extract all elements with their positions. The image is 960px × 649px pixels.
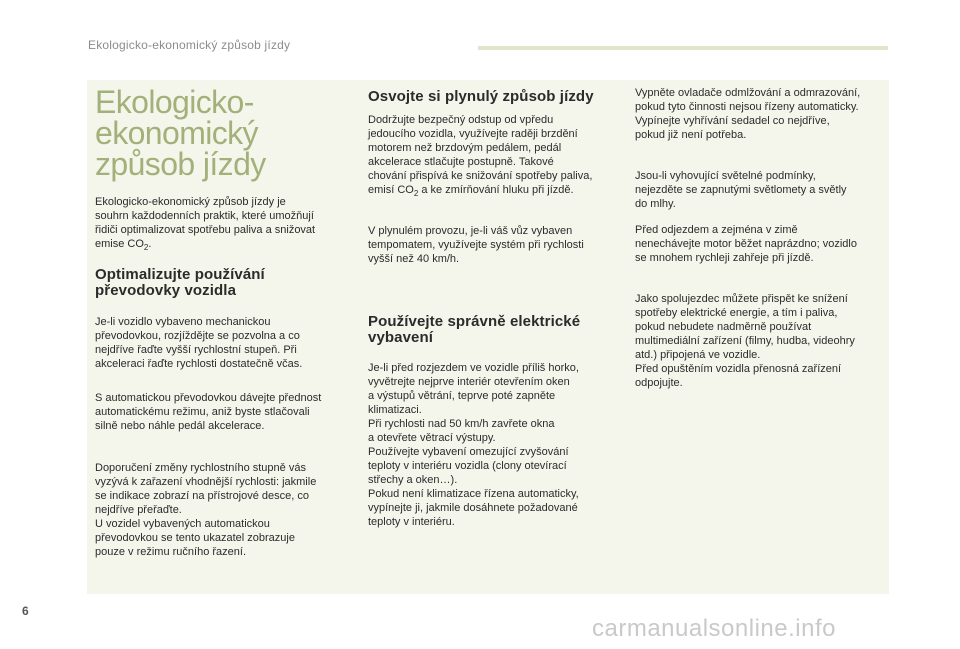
gearbox-paragraph-automatic bbox=[95, 391, 353, 433]
text-line: Jsou-li vyhovující světelné podmínky, bbox=[635, 170, 816, 182]
text-line: tempomatem, využívejte systém při rychlosti bbox=[368, 239, 584, 251]
text-line: klimatizaci. bbox=[368, 404, 422, 416]
heading-line: převodovky vozidla bbox=[95, 282, 237, 299]
text-line: vypínejte ji, jakmile dosáhnete požadované bbox=[368, 502, 578, 514]
electrical-equipment-paragraph bbox=[368, 361, 608, 529]
text-line: Vypněte ovladače odmlžování a odmrazování, bbox=[635, 87, 861, 99]
watermark-text: carmanualsonline.info bbox=[592, 615, 836, 642]
text-line: jedoucího vozidla, využívejte raději brzdění bbox=[368, 128, 578, 140]
text-fragment: . bbox=[148, 238, 152, 250]
text-line: Je-li před rozjezdem ve vozidle příliš horko, bbox=[368, 362, 579, 374]
text-line: nejezděte se zapnutými světlomety a světly bbox=[635, 184, 847, 196]
text-line: teploty v interiéru. bbox=[368, 516, 455, 528]
text-line: nenechávejte motor běžet naprázdno; vozidlo bbox=[635, 238, 857, 250]
text-line: vyšší než 40 km/h. bbox=[368, 253, 460, 265]
text-line: střechy a oken…). bbox=[368, 474, 458, 486]
text-line: atd.) připojená ve vozidle. bbox=[635, 349, 761, 361]
gearbox-paragraph-indicator bbox=[95, 461, 353, 559]
text-line: akceleraci řaďte rychlosti dostatečně včas. bbox=[95, 358, 303, 370]
text-line: a výstupů větrání, teprve poté zapněte bbox=[368, 390, 556, 402]
subscript: 2 bbox=[143, 243, 149, 253]
text-line: akcelerace stlačujte postupně. Takové bbox=[368, 156, 554, 168]
passenger-paragraph bbox=[635, 292, 885, 390]
text-line: V plynulém provozu, je-li váš vůz vybaven bbox=[368, 225, 573, 237]
text-line: Doporučení změny rychlostního stupně vás bbox=[95, 462, 306, 474]
heading-line: Používejte správně elektrické bbox=[368, 313, 581, 330]
text-line: Dodržujte bezpečný odstup od vpředu bbox=[368, 114, 554, 126]
page-number: 6 bbox=[22, 604, 29, 618]
text-line: Používejte vybavení omezující zvyšování bbox=[368, 446, 569, 458]
smooth-driving-paragraph bbox=[368, 113, 608, 197]
text-line: nejdříve řaďte vyšší rychlostní stupeň. Při bbox=[95, 344, 297, 356]
text-line: automatickému režimu, aniž byste stlačovali bbox=[95, 406, 310, 418]
text-line: chování přispívá ke snižování spotřeby paliva, bbox=[368, 170, 593, 182]
text-line: převodovkou, rozjíždějte se pozvolna a co bbox=[95, 330, 300, 342]
text-line bbox=[368, 183, 608, 197]
column-middle bbox=[368, 80, 608, 529]
text-fragment: a ke zmírňování hluku při jízdě. bbox=[418, 184, 574, 196]
text-line: motorem než brzdovým pedálem, pedál bbox=[368, 142, 562, 154]
text-line: a otevřete větrací výstupy. bbox=[368, 432, 496, 444]
cruise-control-paragraph bbox=[368, 224, 608, 266]
text-line bbox=[95, 237, 353, 251]
text-line: souhrn každodenních praktik, které umožňují bbox=[95, 210, 314, 222]
text-line: Je-li vozidlo vybaveno mechanickou bbox=[95, 316, 271, 328]
smooth-driving-heading: Osvojte si plynulý způsob jízdy bbox=[368, 88, 594, 105]
text-line: Při rychlosti nad 50 km/h zavřete okna bbox=[368, 418, 555, 430]
text-line: Před opuštěním vozidla přenosná zařízení bbox=[635, 363, 842, 375]
text-line: nejdříve přeřaďte. bbox=[95, 504, 182, 516]
intro-paragraph bbox=[95, 195, 353, 251]
text-line: se indikace zobrazí na přístrojové desce, co bbox=[95, 490, 310, 502]
page-title-line: způsob jízdy bbox=[95, 146, 266, 182]
text-line: teploty v interiéru vozidla (clony otevírací bbox=[368, 460, 567, 472]
text-fragment: emisí CO bbox=[368, 184, 414, 196]
text-line: Vypínejte vyhřívání sedadel co nejdříve, bbox=[635, 115, 830, 127]
text-line: pokud nebudete nadměrně používat bbox=[635, 321, 812, 333]
gearbox-heading bbox=[95, 267, 353, 299]
text-line: Jako spolujezdec můžete přispět ke snížení bbox=[635, 293, 848, 305]
text-line: vyvětrejte nejprve interiér otevřením oken bbox=[368, 376, 570, 388]
page-title bbox=[95, 84, 353, 182]
subscript: 2 bbox=[413, 189, 419, 199]
text-line: do mlhy. bbox=[635, 198, 676, 210]
text-line: silně nebo náhle pedál akcelerace. bbox=[95, 420, 265, 432]
text-line: řidiči optimalizovat spotřebu paliva a snižovat bbox=[95, 224, 316, 236]
content-panel bbox=[87, 80, 889, 594]
text-line: pokud tyto činnosti nejsou řízeny automaticky. bbox=[635, 101, 859, 113]
electrical-equipment-heading bbox=[368, 314, 608, 346]
text-line: Před odjezdem a zejména v zimě bbox=[635, 224, 798, 236]
text-line: pokud již není potřeba. bbox=[635, 129, 747, 141]
text-line: S automatickou převodovkou dávejte přednost bbox=[95, 392, 322, 404]
text-line: vyzývá k zařazení vhodnější rychlosti: jakmile bbox=[95, 476, 317, 488]
text-line: pouze v režimu ručního řazení. bbox=[95, 546, 247, 558]
column-right bbox=[635, 80, 885, 390]
lights-paragraph bbox=[635, 169, 885, 211]
gearbox-paragraph-manual bbox=[95, 315, 353, 371]
text-line: U vozidel vybavených automatickou bbox=[95, 518, 270, 530]
header-accent-bar bbox=[478, 46, 888, 50]
text-line: se mnohem rychleji zahřeje při jízdě. bbox=[635, 252, 814, 264]
text-line: odpojujte. bbox=[635, 377, 683, 389]
text-line: multimediální zařízení (filmy, hudba, videohry bbox=[635, 335, 855, 347]
heading-line: Optimalizujte používání bbox=[95, 266, 265, 283]
idle-engine-paragraph bbox=[635, 223, 885, 265]
section-header-title: Ekologicko-ekonomický způsob jízdy bbox=[88, 38, 291, 52]
page-title-line: Ekologicko-ekonomický bbox=[95, 84, 258, 151]
text-line: převodovkou se tento ukazatel zobrazuje bbox=[95, 532, 295, 544]
defrost-paragraph bbox=[635, 86, 885, 142]
text-fragment: emise CO bbox=[95, 238, 144, 250]
text-line: Ekologicko-ekonomický způsob jízdy je bbox=[95, 196, 286, 208]
text-line: Pokud není klimatizace řízena automaticky, bbox=[368, 488, 579, 500]
text-line: spotřeby elektrické energie, a tím i paliva, bbox=[635, 307, 838, 319]
column-left bbox=[95, 80, 353, 559]
heading-line: vybavení bbox=[368, 329, 434, 346]
